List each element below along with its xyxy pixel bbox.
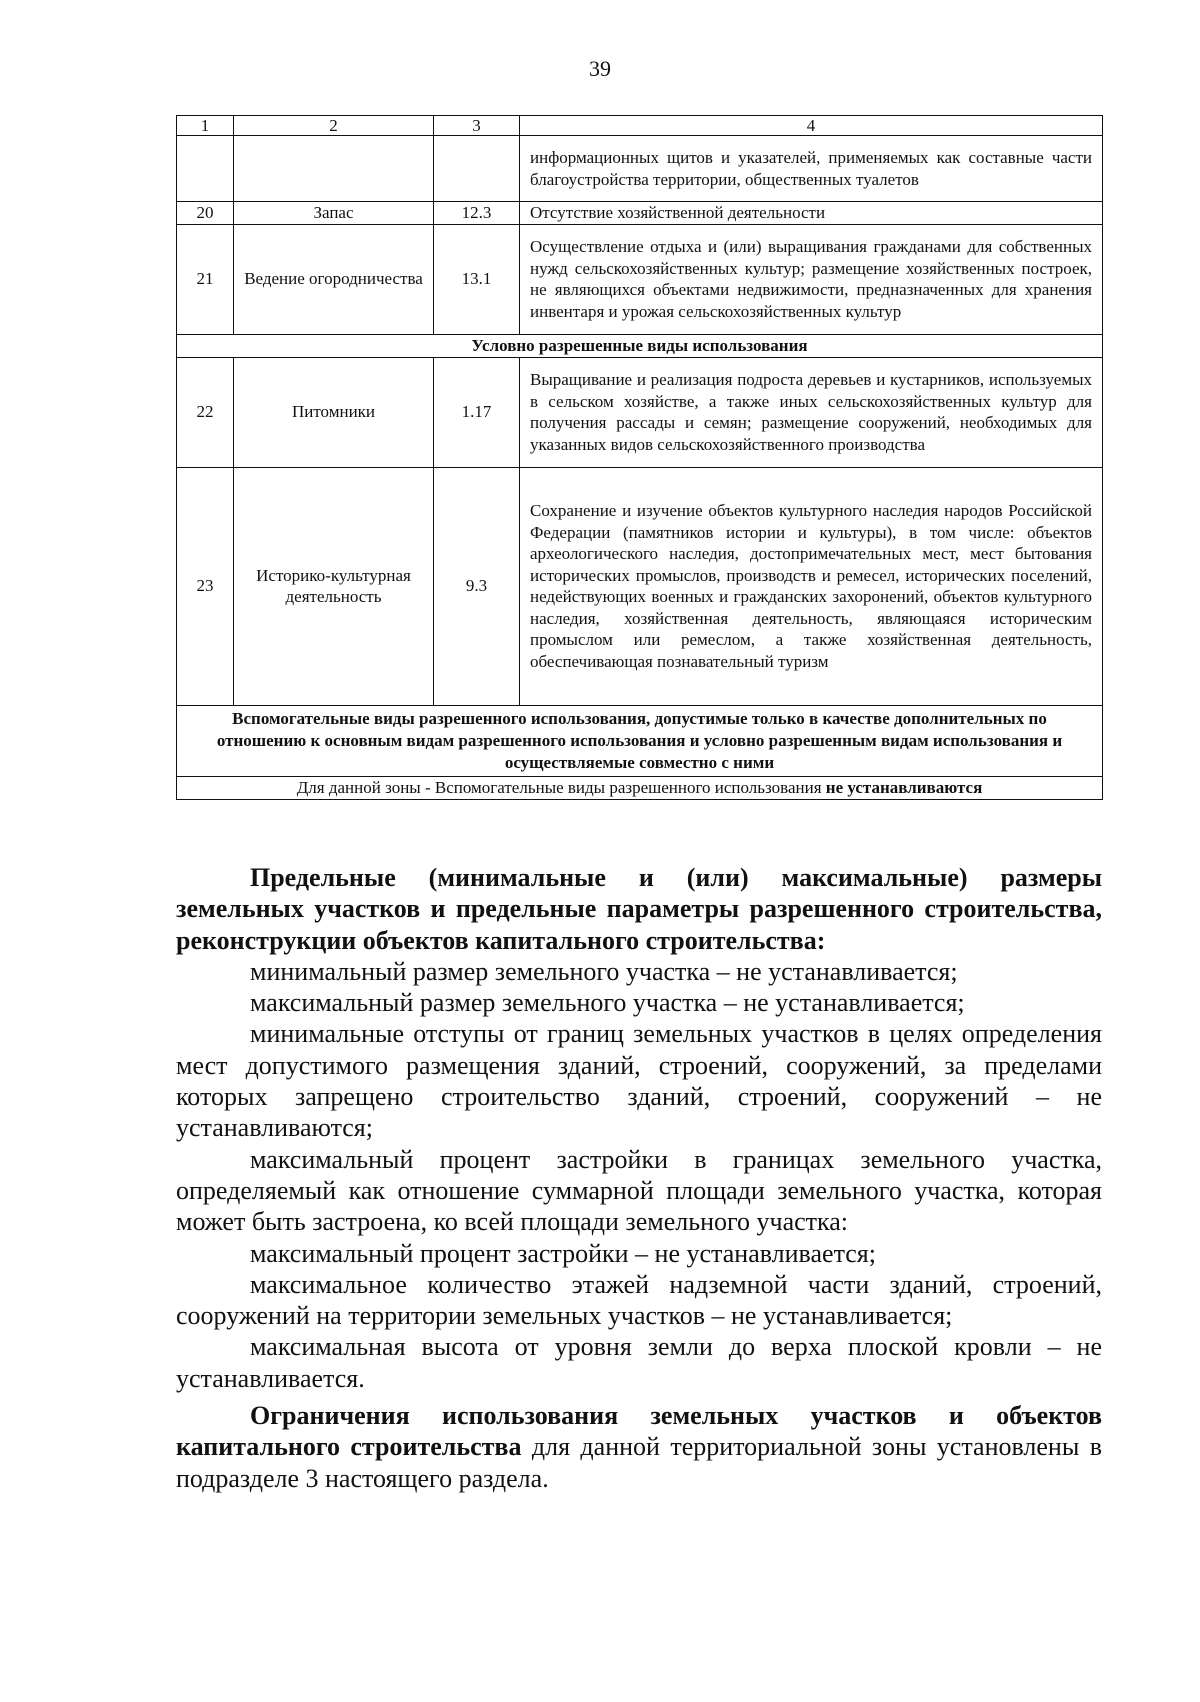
cell-description: информационных щитов и указателей, применяемых как составные части благоустройства территории, общественных туалетов (520, 136, 1103, 202)
cell-num: 21 (177, 224, 234, 334)
parameters-section (176, 862, 1102, 1494)
paragraph: максимальная высота от уровня земли до верха плоской кровли – не устанавливается. (176, 1332, 1102, 1393)
cell-name: Ведение огородничества (234, 224, 434, 334)
table-row (177, 202, 1103, 225)
cell-description: Отсутствие хозяйственной деятельности (520, 202, 1103, 225)
table-row-continuation (177, 136, 1103, 202)
cell-description: Выращивание и реализация подроста деревьев и кустарников, используемых в сельском хозяйстве, а также иных сельскохозяйственных культур для получения рассады и семян; размещение сооружений, необходимых для указанных видов сельскохозяйственного производства (520, 357, 1103, 467)
auxiliary-note (177, 776, 1103, 799)
auxiliary-note-emphasis: не устанавливаются (825, 777, 983, 797)
restrictions-emphasis: Ограничения использования земельных участков и объектов капитального строительства (176, 1401, 1102, 1462)
paragraph: максимальный процент застройки в границах земельного участка, определяемый как отношение суммарной площади земельного участка, которая может быть застроена, ко всей площади земельного участка: (176, 1144, 1102, 1237)
paragraph: минимальный размер земельного участка – не устанавливается; (250, 956, 958, 986)
section-row-auxiliary (177, 705, 1103, 776)
auxiliary-note-row (177, 776, 1103, 799)
conditional-uses-title: Условно разрешенные виды использования (177, 334, 1103, 357)
cell-name: Питомники (234, 357, 434, 467)
land-use-table (176, 115, 1103, 800)
header-col-2: 2 (234, 116, 434, 136)
table-row (177, 357, 1103, 467)
cell-num: 20 (177, 202, 234, 225)
auxiliary-note-text: Для данной зоны - Вспомогательные виды разрешенного использования (296, 777, 826, 797)
paragraph: максимальное количество этажей надземной части зданий, строений, сооружений на территории земельных участков – не устанавливается; (176, 1269, 1102, 1331)
cell-code: 9.3 (434, 467, 520, 705)
restrictions-paragraph (176, 1400, 1102, 1494)
header-col-3: 3 (434, 116, 520, 136)
paragraph: минимальные отступы от границ земельных участков в целях определения мест допустимого размещения зданий, строений, сооружений, за пределами которых запрещено строительство зданий, строений, сооружений – не устанавливаются; (176, 1019, 1102, 1143)
cell-description: Осуществление отдыха и (или) выращивания гражданами для собственных нужд сельскохозяйственных культур; размещение хозяйственных построек, не являющихся объектами недвижимости, предназначенных для хранения инвентаря и урожая сельскохозяйственных культур (520, 224, 1103, 334)
cell-code: 12.3 (434, 202, 520, 225)
section-row-conditional (177, 334, 1103, 357)
table-header-row (177, 116, 1103, 136)
header-col-4: 4 (520, 116, 1103, 136)
table-row (177, 467, 1103, 705)
cell-code: 1.17 (434, 357, 520, 467)
cell-code: 13.1 (434, 224, 520, 334)
header-col-1: 1 (177, 116, 234, 136)
cell-num: 22 (177, 357, 234, 467)
cell-code (434, 136, 520, 202)
parameters-heading: Предельные (минимальные и (или) максимальные) размеры земельных участков и предельные параметры разрешенного строительства, реконструкции объектов капитального строительства: (176, 863, 1102, 955)
page-number: 39 (589, 56, 611, 81)
table-row (177, 224, 1103, 334)
cell-name: Запас (234, 202, 434, 225)
cell-description: Сохранение и изучение объектов культурного наследия народов Российской Федерации (памятников истории и культуры), в том числе: объектов археологического наследия, достопримечательных мест, мест бытования исторических промыслов, производств и ремесел, исторических поселений, недействующих военных и гражданских захоронений, объектов культурного наследия, хозяйственная деятельность, являющаяся историческим промыслом или ремеслом, а также хозяйственная деятельность, обеспечивающая познавательный туризм (520, 467, 1103, 705)
restrictions-text: для данной территориальной зоны установлены в подразделе 3 настоящего раздела. (176, 1432, 1102, 1493)
cell-num: 23 (177, 467, 234, 705)
cell-num (177, 136, 234, 202)
paragraph: максимальный размер земельного участка – не устанавливается; (250, 988, 965, 1018)
paragraph: максимальный процент застройки – не устанавливается; (250, 1238, 876, 1268)
cell-name (234, 136, 434, 202)
auxiliary-uses-title: Вспомогательные виды разрешенного использования, допустимые только в качестве дополнительных по отношению к основным видам разрешенного использования и условно разрешенным видам использования и осуществляемые совместно с ними (177, 705, 1103, 776)
cell-name: Историко-культурная деятельность (234, 467, 434, 705)
